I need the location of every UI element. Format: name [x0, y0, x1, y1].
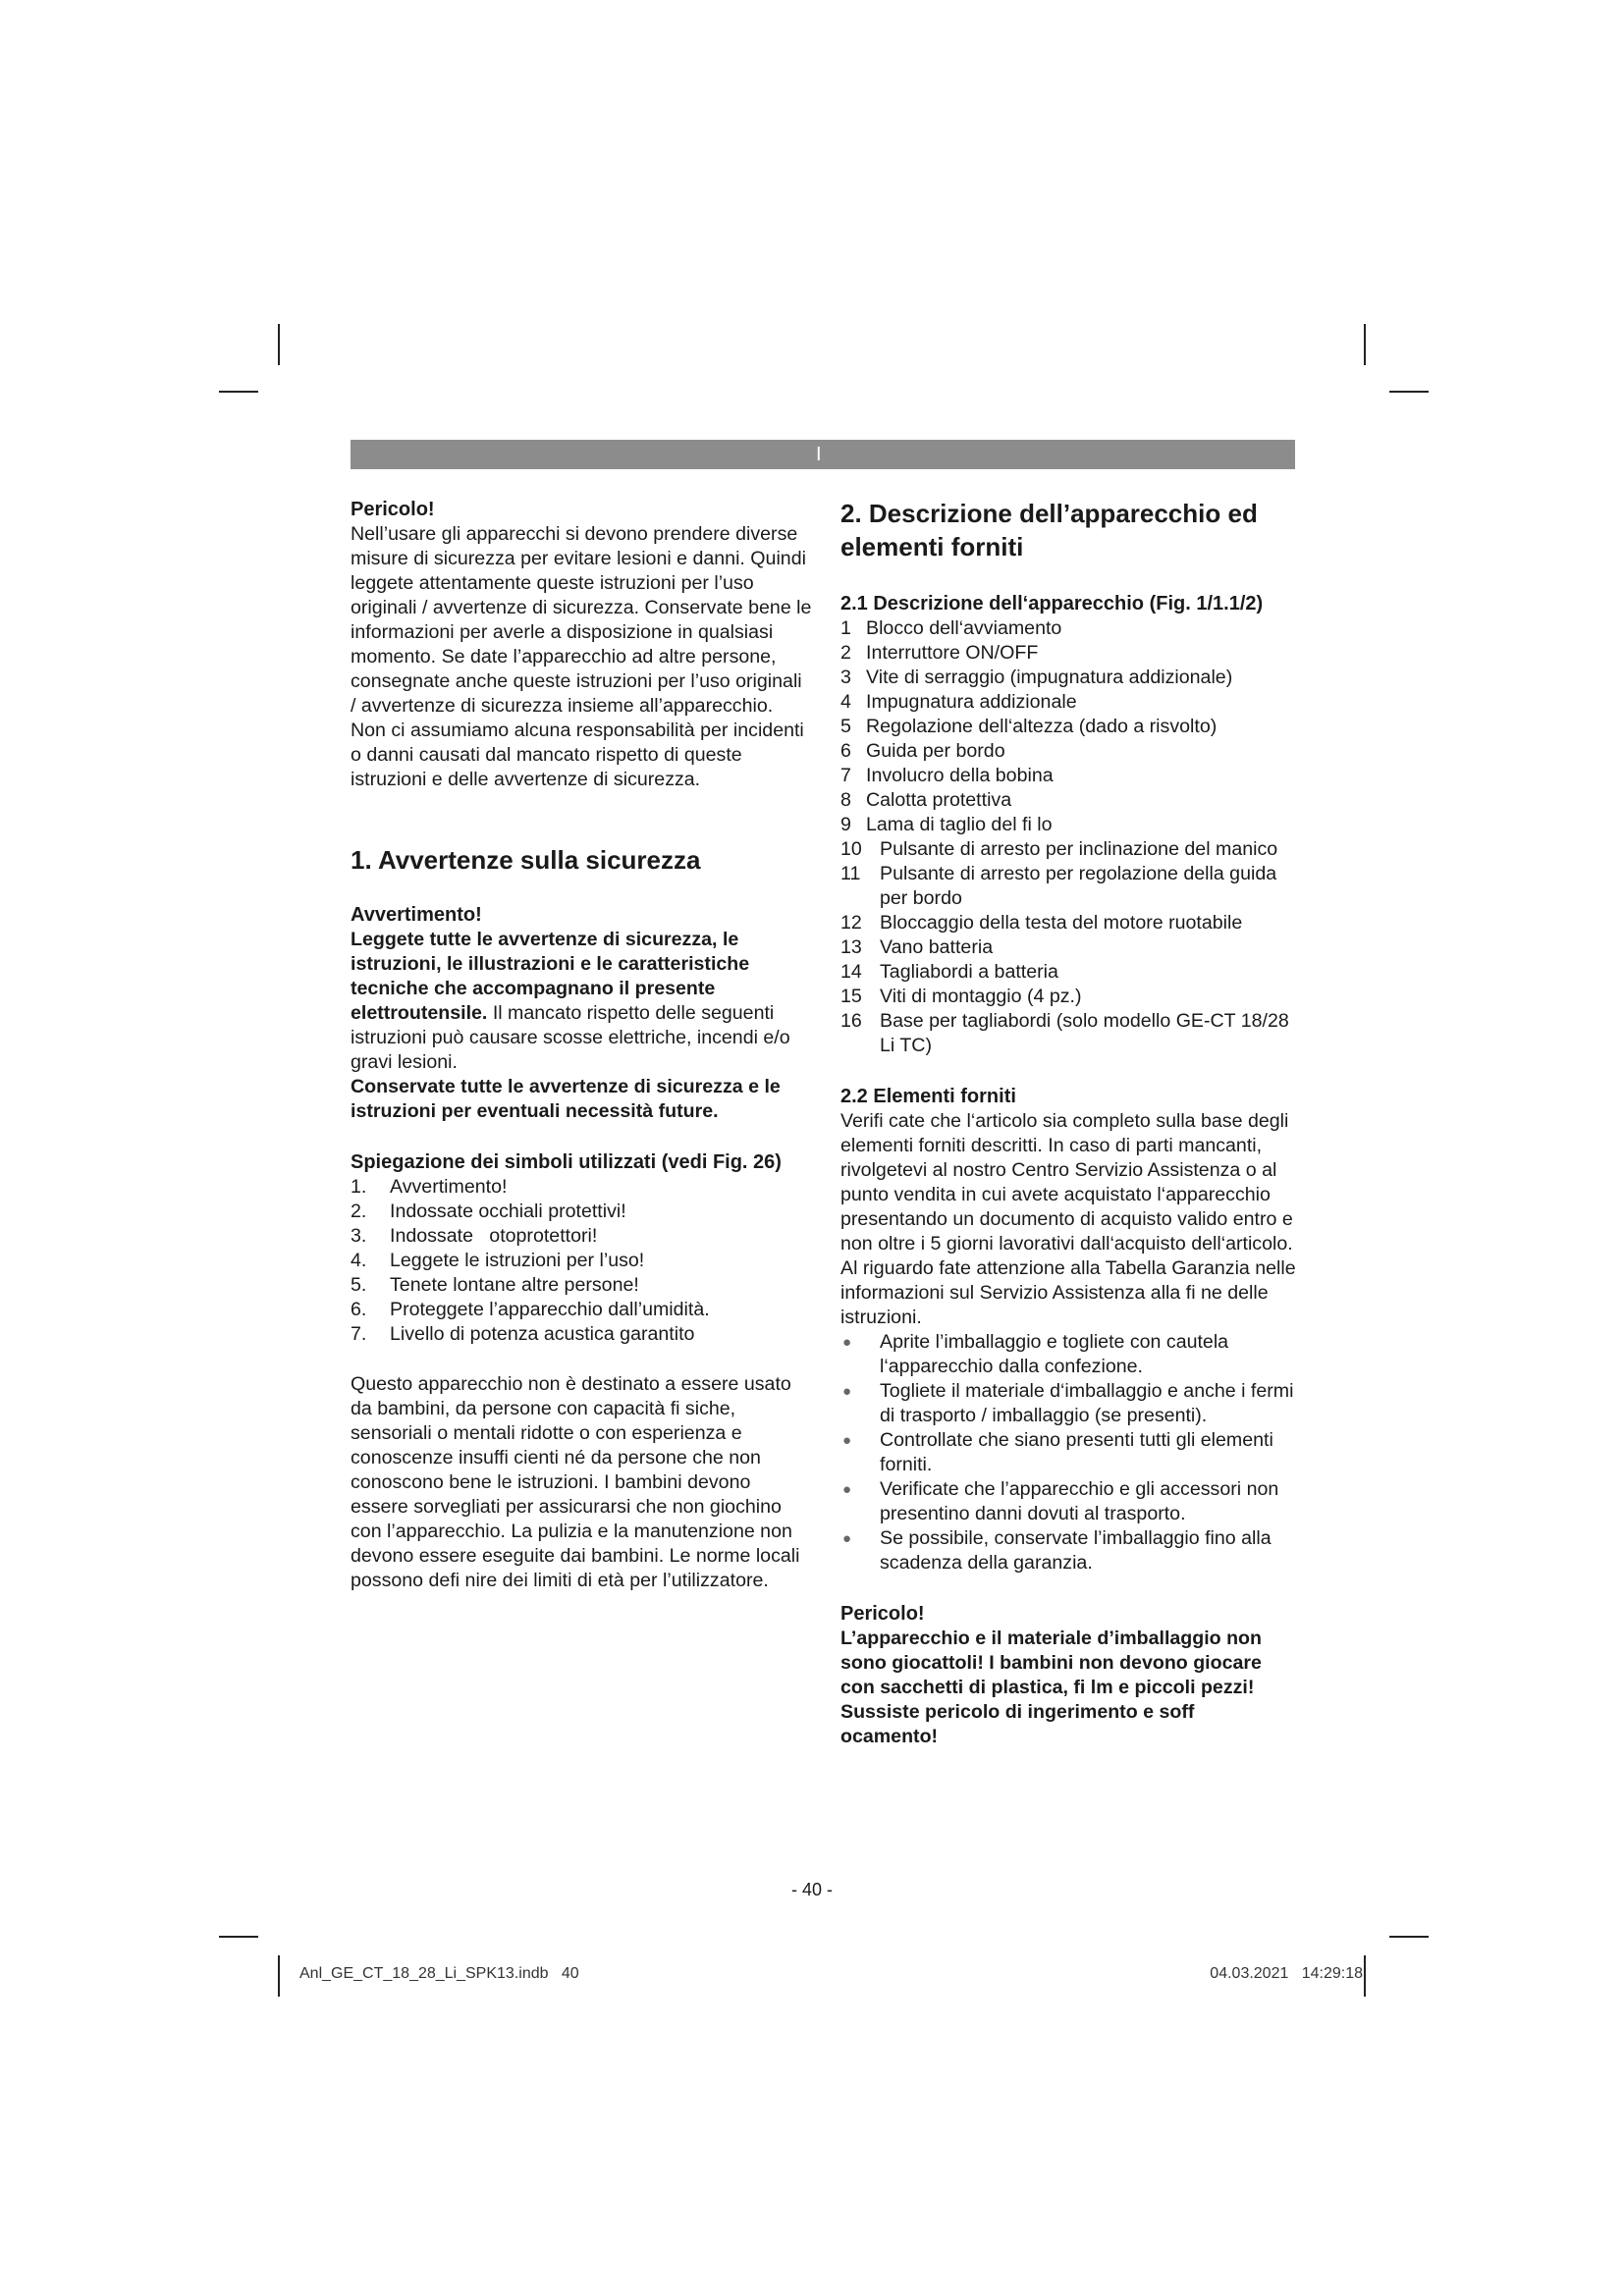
list-item: 2 Interruttore ON/OFF	[840, 642, 1039, 664]
children-text: Questo apparecchio non è destinato a essere usato da bambini, da persone con capacità fi siche, sensoriali o mentali ridotte o con esperienza e conoscenze insuffi cienti né da persone che non conoscono bene le istruzioni. I bambini devono essere sorvegliati per assicurarsi che non giochino con l’apparecchio. La pulizia e la manutenzione non devono essere eseguite dai bambini. Le norme locali possono defi nire dei limiti di età per l’utilizzatore.	[351, 1373, 800, 1591]
list-item: 4 Impugnatura addizionale	[840, 691, 1077, 713]
list-item: 7 Involucro della bobina	[840, 765, 1054, 786]
crop-mark	[278, 324, 280, 365]
crop-mark	[1364, 324, 1366, 365]
list-item: 6. Proteggete l’apparecchio dall’umidità.	[351, 1299, 710, 1320]
warning-title: Avvertimento!	[351, 904, 482, 926]
list-item: ● Controllate che siano presenti tutti gli elementi forniti.	[842, 1429, 1273, 1475]
page-number: - 40 -	[790, 1880, 833, 1899]
sub22-title: 2.2 Elementi forniti	[840, 1086, 1016, 1107]
list-item: 8 Calotta protettiva	[840, 789, 1012, 811]
delivery-bullets	[840, 1330, 1296, 1575]
danger-text: Nell’usare gli apparecchi si devono prendere diverse misure di sicurezza per evitare lesioni e danni. Quindi leggete attentamente queste istruzioni per l’uso originali / avvertenze di sicurezza. Conservate bene le informazioni per averle a disposizione in qualsiasi momento. Se date l’apparecchio ad altre persone, consegnate anche queste istruzioni per l’uso originali / avvertenze di sicurezza insieme all’apparecchio. Non ci assumiamo alcuna responsabilità per incidenti o danni causati dal mancato rispetto di queste istruzioni e delle avvertenze di sicurezza.	[351, 523, 812, 790]
list-item: 5 Regolazione dell‘altezza (dado a risvolto)	[840, 716, 1218, 737]
warning-bold-text: Leggete tutte le avvertenze di sicurezza, le istruzioni, le illustrazioni e le caratteristiche tecniche che accompagnano il presente elettroutensile.	[351, 929, 750, 1024]
symbols-title: Spiegazione dei simboli utilizzati (vedi Fig. 26)	[351, 1151, 782, 1173]
list-item: 9 Lama di taglio del fi lo	[840, 814, 1053, 835]
bullet-icon: ●	[842, 1481, 852, 1498]
list-item: 6 Guida per bordo	[840, 740, 1005, 762]
warning-normal-text: Il mancato rispetto delle seguenti istruzioni può causare scosse elettriche, incendi e/o gravi lesioni.	[351, 1002, 790, 1073]
list-item: 15 Viti di montaggio (4 pz.)	[840, 986, 1082, 1007]
list-item: 12 Bloccaggio della testa del motore ruotabile	[840, 912, 1243, 934]
sub22-text: Verifi cate che l‘articolo sia completo sulla base degli elementi forniti descritti. In caso di parti mancanti, rivolgetevi al nostro Centro Servizio Assistenza o al punto vendita in cui avete acquistato l‘apparecchio presentando un documento di acquisto valido entro e non oltre i 5 giorni lavorativi dall‘acquisto dell‘articolo. Al riguardo fate attenzione alla Tabella Garanzia nelle informazioni sul Servizio Assistenza alla fi ne delle istruzioni.	[840, 1110, 1296, 1328]
list-item: 5. Tenete lontane altre persone!	[351, 1274, 639, 1296]
language-letter: I	[816, 444, 822, 465]
crop-mark	[219, 391, 258, 393]
section-header-bar	[351, 440, 1295, 469]
crop-mark	[219, 1936, 258, 1938]
list-item: 14 Tagliabordi a batteria	[840, 961, 1058, 983]
crop-mark	[1389, 1936, 1429, 1938]
crop-mark	[278, 1955, 280, 1997]
list-item: ● Verificate che l’apparecchio e gli accessori non presentino danni dovuti al trasporto.	[842, 1478, 1279, 1524]
list-item: ● Se possibile, conservate l’imballaggio fino alla scadenza della garanzia.	[842, 1527, 1272, 1574]
list-item: 11 Pulsante di arresto per regolazione della guida per bordo	[840, 863, 1277, 909]
list-item: 3. Indossate otoprotettori!	[351, 1225, 598, 1247]
list-item: ● Togliete il materiale d‘imballaggio e anche i fermi di trasporto / imballaggio (se presenti).	[842, 1380, 1294, 1426]
list-item: 7. Livello di potenza acustica garantito	[351, 1323, 695, 1345]
sub21-title: 2.1 Descrizione dell‘apparecchio (Fig. 1/1.1/2)	[840, 593, 1264, 614]
symbols-list	[351, 1175, 812, 1347]
footer-file-name: Anl_GE_CT_18_28_Li_SPK13.indb 40	[299, 1965, 579, 1982]
crop-mark	[1364, 1955, 1366, 1997]
warning-keep-text: Conservate tutte le avvertenze di sicurezza e le istruzioni per eventuali necessità future.	[351, 1076, 781, 1122]
left-column	[351, 497, 812, 1593]
list-item: 1. Avvertimento!	[351, 1176, 508, 1198]
danger2-title: Pericolo!	[840, 1603, 925, 1625]
bullet-icon: ●	[842, 1530, 852, 1547]
bullet-icon: ●	[842, 1334, 852, 1351]
bullet-icon: ●	[842, 1383, 852, 1400]
crop-mark	[1389, 391, 1429, 393]
section1-title: 1. Avvertenze sulla sicurezza	[351, 845, 701, 875]
danger-title: Pericolo!	[351, 499, 435, 520]
list-item: 13 Vano batteria	[840, 936, 994, 958]
warning-paragraph	[351, 928, 812, 1075]
bullet-icon: ●	[842, 1432, 852, 1449]
list-item: 1 Blocco dell‘avviamento	[840, 617, 1062, 639]
components-list	[840, 616, 1296, 1058]
list-item: 10 Pulsante di arresto per inclinazione del manico	[840, 838, 1278, 860]
list-item: 2. Indossate occhiali protettivi!	[351, 1201, 626, 1222]
list-item: 16 Base per tagliabordi (solo modello GE-CT 18/28 Li TC)	[840, 1010, 1289, 1056]
section2-title: 2. Descrizione dell’apparecchio ed elementi forniti	[840, 499, 1258, 561]
list-item: 4. Leggete le istruzioni per l’uso!	[351, 1250, 645, 1271]
list-item: 3 Vite di serraggio (impugnatura addizionale)	[840, 667, 1233, 688]
list-item: ● Aprite l’imballaggio e togliete con cautela l‘apparecchio dalla confezione.	[842, 1331, 1229, 1377]
footer-date-time: 04.03.2021 14:29:18	[1210, 1965, 1363, 1982]
right-column	[840, 497, 1296, 1749]
danger2-text: L’apparecchio e il materiale d’imballaggio non sono giocattoli! I bambini non devono giocare con sacchetti di plastica, fi lm e piccoli pezzi! Sussiste pericolo di ingerimento e soff ocamento!	[840, 1628, 1262, 1747]
